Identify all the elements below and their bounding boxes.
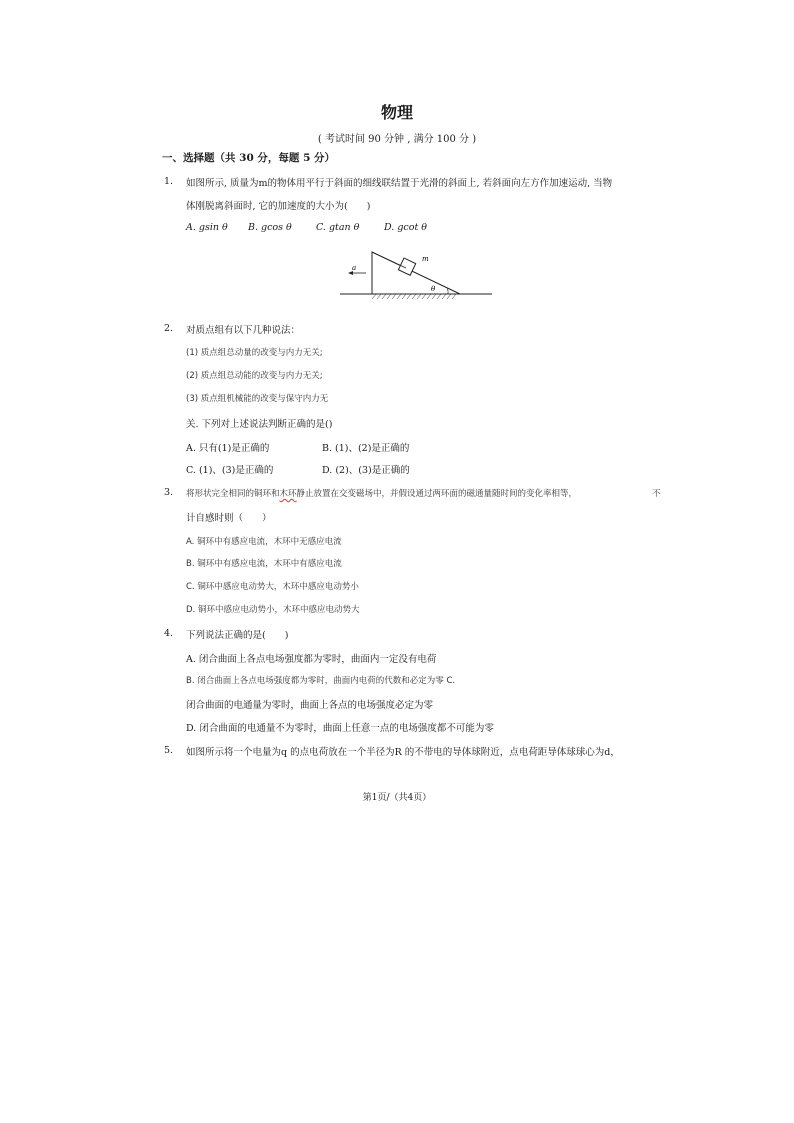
label-theta: θ xyxy=(431,285,436,293)
question-text xyxy=(186,487,577,499)
statement-item: (3) 质点组机械能的改变与保守内力无 xyxy=(186,394,329,404)
question-text: 体刚脱离斜面时, 它的加速度的大小为( ) xyxy=(186,201,371,212)
question-text: 不 xyxy=(652,489,661,499)
text-run: 静止放置在交变磁场中，并假设通过两环面的磁通量随时间的变化率相等， xyxy=(296,489,578,499)
option-a: A. gsin θ xyxy=(186,222,228,233)
question-number: 5. xyxy=(164,745,174,756)
option-b: B. gcos θ xyxy=(248,222,292,233)
label-m: m xyxy=(422,255,429,263)
section-heading: 一、选择题（共 30 分，每题 5 分） xyxy=(162,152,336,164)
option-d: D. 铜环中感应电动势小，木环中感应电动势大 xyxy=(186,605,360,615)
incline-figure xyxy=(336,240,496,302)
question-text: 计自感时则（ ） xyxy=(186,513,272,524)
question-text: 下列说法正确的是( ) xyxy=(186,630,289,641)
option-a: A. 铜环中有感应电流，木环中无感应电流 xyxy=(186,537,342,547)
option-d: D. (2)、(3)是正确的 xyxy=(322,465,410,476)
option-b: B. (1)、(2)是正确的 xyxy=(322,443,410,454)
question-text: 如图所示将一个电量为q 的点电荷放在一个半径为R 的不带电的导体球附近，点电荷距导体球球心为d， xyxy=(186,747,620,758)
option-b: B. 铜环中有感应电流，木环中有感应电流 xyxy=(186,559,342,569)
option-d: D. 闭合曲面的电通量不为零时，曲面上任意一点的电场强度都不可能为零 xyxy=(186,723,494,734)
text-run: 将形状完全相同的铜环和 xyxy=(186,489,280,499)
question-number: 2. xyxy=(164,323,174,334)
option-d: D. gcot θ xyxy=(384,222,427,233)
option-c: C. 铜环中感应电动势大，木环中感应电动势小 xyxy=(186,582,359,592)
label-a: a xyxy=(352,264,357,272)
spellcheck-underline: 木环 xyxy=(279,489,297,499)
exam-info: ( 考试时间 90 分钟 , 满分 100 分 ) xyxy=(317,134,477,145)
question-text: 对质点组有以下几种说法： xyxy=(186,325,301,336)
option-c: C. (1)、(3)是正确的 xyxy=(186,465,274,476)
option-c: 闭合曲面的电通量为零时，曲面上各点的电场强度必定为零 xyxy=(186,700,434,711)
option-b: B. 闭合曲面上各点电场强度都为零时，曲面内电荷的代数和必定为零 C. xyxy=(186,676,456,686)
option-c: C. gtan θ xyxy=(316,222,360,233)
option-a: A. 只有(1)是正确的 xyxy=(186,443,270,454)
page-title: 物理 xyxy=(380,103,413,122)
statement-item: (1) 质点组总动量的改变与内力无关; xyxy=(186,348,323,358)
option-a: A. 闭合曲面上各点电场强度都为零时，曲面内一定没有电荷 xyxy=(186,654,437,665)
question-number: 3. xyxy=(164,487,174,498)
statement-item: (2) 质点组总动能的改变与内力无关; xyxy=(186,371,323,381)
page-footer: 第1页/（共4页） xyxy=(362,793,432,803)
question-text: 关. 下列对上述说法判断正确的是() xyxy=(186,419,333,430)
question-number: 4. xyxy=(164,628,174,639)
question-text: 如图所示, 质量为m的物体用平行于斜面的细线联结置于光滑的斜面上, 若斜面向左方作加速运动, 当物 xyxy=(186,178,613,189)
question-number: 1. xyxy=(164,176,174,187)
